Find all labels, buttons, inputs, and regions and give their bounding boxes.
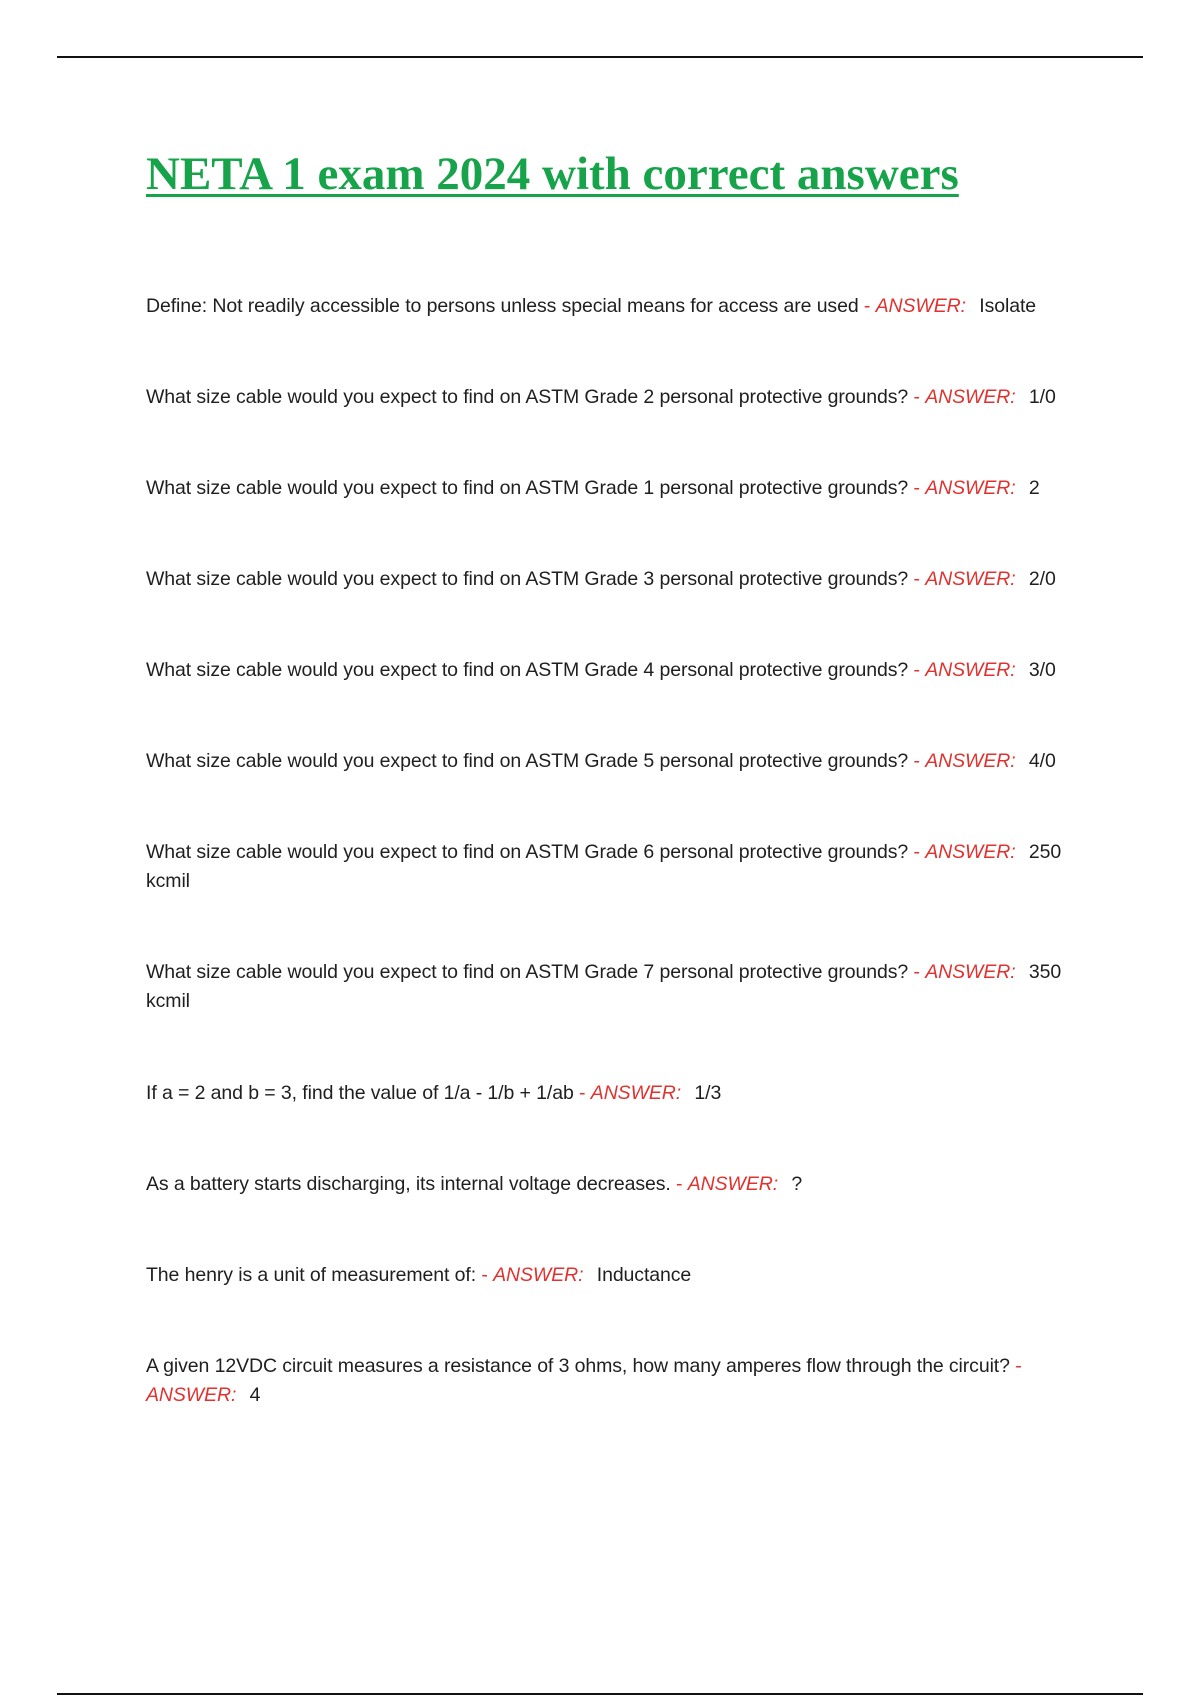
question-text: What size cable would you expect to find on ASTM Grade 1 personal protective grounds?: [146, 477, 909, 499]
answer-label: ANSWER:: [925, 568, 1016, 590]
answer-label: ANSWER:: [146, 1384, 237, 1406]
question-text: What size cable would you expect to find on ASTM Grade 7 personal protective grounds?: [146, 961, 909, 983]
qa-item: [146, 474, 1091, 503]
qa-item: [146, 1352, 1091, 1410]
answer-text: 350 kcmil: [146, 961, 1062, 1012]
answer-separator: -: [913, 750, 920, 772]
answer-separator: -: [913, 961, 920, 983]
answer-text: 250 kcmil: [146, 841, 1062, 892]
answer-text: 4: [249, 1384, 261, 1406]
question-text: If a = 2 and b = 3, find the value of 1/a - 1/b + 1/ab: [146, 1082, 574, 1104]
qa-item: [146, 747, 1091, 776]
answer-separator: -: [913, 477, 920, 499]
answer-text: 2: [1028, 477, 1040, 499]
answer-label: ANSWER:: [875, 295, 966, 317]
question-text: What size cable would you expect to find on ASTM Grade 6 personal protective grounds?: [146, 841, 909, 863]
question-text: What size cable would you expect to find on ASTM Grade 3 personal protective grounds?: [146, 568, 909, 590]
footer-rule: [57, 1693, 1143, 1695]
header-rule: [57, 56, 1143, 58]
qa-item: [146, 1261, 1091, 1290]
answer-label: ANSWER:: [925, 659, 1016, 681]
question-text: A given 12VDC circuit measures a resistance of 3 ohms, how many amperes flow through the circuit?: [146, 1355, 1010, 1377]
answer-text: 1/0: [1028, 386, 1056, 408]
answer-label: ANSWER:: [925, 477, 1016, 499]
answer-text: 4/0: [1028, 750, 1056, 772]
qa-item: [146, 838, 1091, 896]
qa-item: [146, 565, 1091, 594]
question-text: Define: Not readily accessible to persons unless special means for access are used: [146, 295, 859, 317]
answer-separator: -: [863, 295, 871, 317]
answer-label: ANSWER:: [493, 1264, 584, 1286]
answer-label: ANSWER:: [687, 1173, 779, 1195]
qa-item: [146, 1170, 1091, 1199]
answer-separator: -: [913, 659, 920, 681]
answer-label: ANSWER:: [925, 750, 1016, 772]
qa-item: [146, 1079, 1091, 1108]
answer-separator: -: [676, 1173, 683, 1195]
answer-label: ANSWER:: [925, 961, 1016, 983]
answer-separator: -: [579, 1082, 586, 1104]
answer-text: ?: [791, 1173, 803, 1195]
question-text: The henry is a unit of measurement of:: [146, 1264, 477, 1286]
answer-separator: -: [481, 1264, 488, 1286]
answer-label: ANSWER:: [590, 1082, 682, 1104]
qa-item: [146, 383, 1091, 412]
question-text: What size cable would you expect to find on ASTM Grade 2 personal protective grounds?: [146, 386, 909, 408]
answer-text: 3/0: [1028, 659, 1056, 681]
answer-separator: -: [913, 841, 920, 863]
qa-item: [146, 958, 1091, 1016]
answer-separator: -: [1015, 1355, 1022, 1377]
answer-text: 2/0: [1028, 568, 1056, 590]
page-title: NETA 1 exam 2024 with correct answers: [146, 148, 959, 200]
qa-item: [146, 292, 1091, 321]
answer-label: ANSWER:: [925, 386, 1016, 408]
question-text: What size cable would you expect to find on ASTM Grade 5 personal protective grounds?: [146, 750, 909, 772]
answer-text: Isolate: [979, 295, 1037, 317]
answer-text: Inductance: [596, 1264, 692, 1286]
question-text: What size cable would you expect to find on ASTM Grade 4 personal protective grounds?: [146, 659, 909, 681]
question-text: As a battery starts discharging, its internal voltage decreases.: [146, 1173, 671, 1195]
answer-text: 1/3: [694, 1082, 722, 1104]
qa-item: [146, 656, 1091, 685]
answer-label: ANSWER:: [925, 841, 1016, 863]
answer-separator: -: [913, 386, 920, 408]
answer-separator: -: [913, 568, 920, 590]
